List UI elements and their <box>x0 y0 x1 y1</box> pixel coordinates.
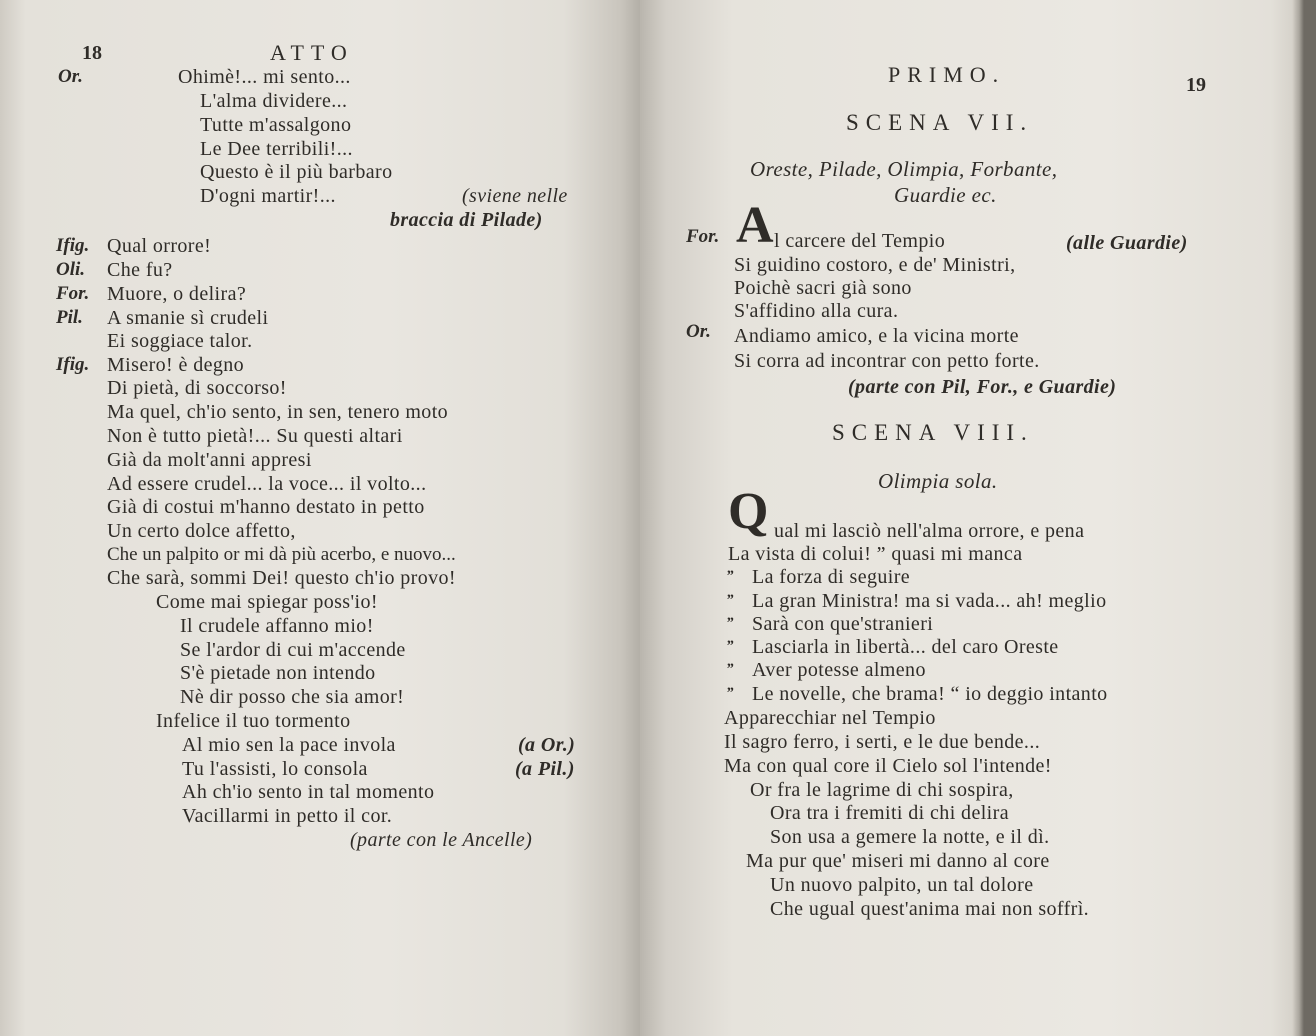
stage-direction: braccia di Pilade) <box>390 209 543 231</box>
drop-capital: Q <box>728 483 769 540</box>
verse-line: Come mai spiegar poss'io! <box>156 591 378 613</box>
speaker-label: Pil. <box>56 307 83 328</box>
running-head: ATTO <box>270 40 354 65</box>
verse-line: Qual orrore! <box>107 235 212 257</box>
quote-mark: ” <box>726 661 734 677</box>
aside-direction: (a Or.) <box>518 734 576 756</box>
verse-line: Che sarà, sommi Dei! questo ch'io provo! <box>107 567 456 589</box>
verse-line: l carcere del Tempio <box>774 230 946 252</box>
verse-line: Poichè sacri già sono <box>734 277 912 299</box>
verse-line: Tutte m'assalgono <box>200 114 352 136</box>
page-edge <box>1292 0 1304 1036</box>
verse-line: Son usa a gemere la notte, e il dì. <box>770 826 1050 848</box>
verse-line: Che un palpito or mi dà più acerbo, e nuovo... <box>107 544 456 565</box>
verse-line: La vista di colui! ” quasi mi manca <box>728 543 1023 565</box>
aside-direction: (a Pil.) <box>515 758 575 780</box>
verse-line: Ma con qual core il Cielo sol l'intende! <box>724 755 1052 777</box>
verse-line: Di pietà, di soccorso! <box>107 377 287 399</box>
verse-line: D'ogni martir!... <box>200 185 336 207</box>
exit-direction: (parte con le Ancelle) <box>350 829 533 851</box>
scene-cast: Oreste, Pilade, Olimpia, Forbante, <box>750 157 1058 181</box>
speaker-label: For. <box>56 283 90 304</box>
verse-line: S'affidino alla cura. <box>734 300 899 322</box>
drop-capital: A <box>736 197 774 254</box>
verse-line: La gran Ministra! ma si vada... ah! meglio <box>752 590 1107 612</box>
scene-title: SCENA VII. <box>846 110 1034 135</box>
verse-line: S'è pietade non intendo <box>180 662 376 684</box>
verse-line: Le novelle, che brama! “ io deggio intanto <box>752 683 1108 705</box>
verse-line: La forza di seguire <box>752 566 911 588</box>
speaker-label: Oli. <box>56 259 86 280</box>
left-page <box>0 0 640 1036</box>
verse-line: Se l'ardor di cui m'accende <box>180 639 406 661</box>
verse-line: Lasciarla in libertà... del caro Oreste <box>752 636 1059 658</box>
verse-line: Muore, o delira? <box>107 283 247 305</box>
verse-line: Ei soggiace talor. <box>107 330 253 352</box>
exit-direction: (parte con Pil, For., e Guardie) <box>848 376 1117 398</box>
speaker-label: Ifig. <box>56 235 90 256</box>
verse-line: Ad essere crudel... la voce... il volto... <box>107 473 427 495</box>
verse-line: Vacillarmi in petto il cor. <box>182 805 393 827</box>
verse-line: L'alma dividere... <box>200 90 348 112</box>
verse-line: Al mio sen la pace invola <box>182 734 396 756</box>
quote-mark: ” <box>726 592 734 608</box>
verse-line: Si guidino costoro, e de' Ministri, <box>734 254 1016 276</box>
verse-line: Ohimè!... mi sento... <box>178 66 351 88</box>
verse-line: Le Dee terribili!... <box>200 138 353 160</box>
verse-line: Che fu? <box>107 259 173 281</box>
speaker-label: Ifig. <box>56 354 90 375</box>
verse-line: Un nuovo palpito, un tal dolore <box>770 874 1034 896</box>
verse-line: A smanie sì crudeli <box>107 307 269 329</box>
scene-cast: Guardie ec. <box>894 183 997 207</box>
verse-line: Già da molt'anni appresi <box>107 449 312 471</box>
verse-line: Si corra ad incontrar con petto forte. <box>734 350 1040 372</box>
verse-line: Non è tutto pietà!... Su questi altari <box>107 425 403 447</box>
page-number: 19 <box>1186 74 1206 96</box>
verse-line: Ora tra i fremiti di chi delira <box>770 802 1009 824</box>
verse-line: Questo è il più barbaro <box>200 161 393 183</box>
verse-line: Andiamo amico, e la vicina morte <box>734 325 1019 347</box>
scene-title: SCENA VIII. <box>832 420 1034 445</box>
verse-line: Nè dir posso che sia amor! <box>180 686 405 708</box>
quote-mark: ” <box>726 615 734 631</box>
verse-line: Apparecchiar nel Tempio <box>724 707 936 729</box>
right-page <box>640 0 1304 1036</box>
verse-line: Infelice il tuo tormento <box>156 710 351 732</box>
page-number: 18 <box>82 42 102 64</box>
verse-line: Aver potesse almeno <box>752 659 926 681</box>
quote-mark: ” <box>726 685 734 701</box>
verse-line: Il crudele affanno mio! <box>180 615 374 637</box>
verse-line: Ma quel, ch'io sento, in sen, tenero moto <box>107 401 449 423</box>
speaker-label: For. <box>686 226 720 247</box>
verse-line: Un certo dolce affetto, <box>107 520 296 542</box>
aside-direction: (alle Guardie) <box>1066 232 1188 254</box>
verse-line: Sarà con que'stranieri <box>752 613 934 635</box>
speaker-label: Or. <box>686 321 711 342</box>
verse-line: Già di costui m'hanno destato in petto <box>107 496 425 518</box>
quote-mark: ” <box>726 568 734 584</box>
scene-cast: Olimpia sola. <box>878 469 998 493</box>
verse-line: Che ugual quest'anima mai non soffrì. <box>770 898 1090 920</box>
verse-line: Ah ch'io sento in tal momento <box>182 781 435 803</box>
verse-line: Il sagro ferro, i serti, e le due bende... <box>724 731 1041 753</box>
verse-line: Tu l'assisti, lo consola <box>182 758 368 780</box>
speaker-label: Or. <box>58 66 83 87</box>
stage-direction: (sviene nelle <box>462 185 568 207</box>
verse-line: Ma pur que' miseri mi danno al core <box>746 850 1050 872</box>
verse-line: Misero! è degno <box>107 354 245 376</box>
running-head: PRIMO. <box>888 62 1006 87</box>
quote-mark: ” <box>726 638 734 654</box>
verse-line: ual mi lasciò nell'alma orrore, e pena <box>774 520 1085 542</box>
verse-line: Or fra le lagrime di chi sospira, <box>750 779 1014 801</box>
